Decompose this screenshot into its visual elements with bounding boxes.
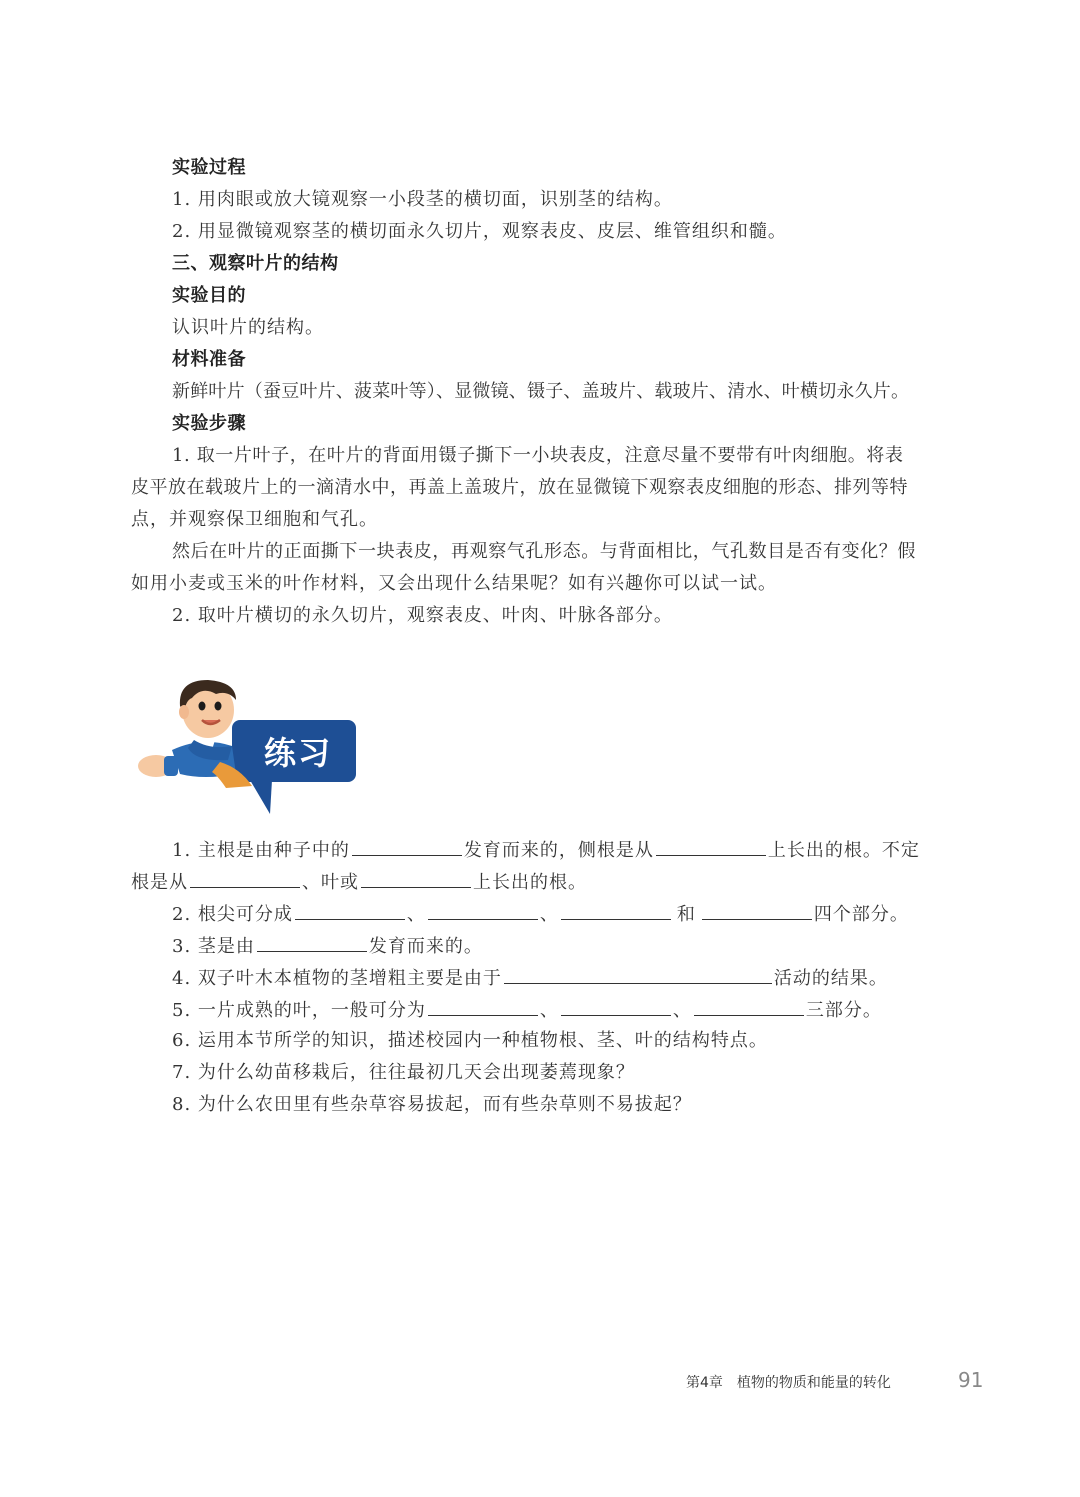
- leaf-step-1-line-3: 点，并观察保卫细胞和气孔。: [131, 509, 378, 530]
- chapter-number: 第4章: [686, 1375, 723, 1391]
- leaf-step-1-line-1: 1. 取一片叶子，在叶片的背面用镊子撕下一小块表皮，注意尽量不要带有叶肉细胞。将表: [172, 445, 904, 466]
- answer-blank[interactable]: [702, 897, 812, 920]
- leaf-step-1-line-2: 皮平放在载玻片上的一滴清水中，再盖上盖玻片，放在显微镜下观察表皮细胞的形态、排列等特: [131, 477, 908, 498]
- question-6: 6. 运用本节所学的知识，描述校园内一种植物根、茎、叶的结构特点。: [172, 1030, 768, 1051]
- purpose-text: 认识叶片的结构。: [172, 317, 324, 338]
- materials-heading: 材料准备: [172, 349, 246, 370]
- answer-blank[interactable]: [361, 865, 471, 888]
- process-step-1: 1. 用肉眼或放大镜观察一小段茎的横切面，识别茎的结构。: [172, 189, 673, 210]
- question-5: 5. 一片成熟的叶，一般可分为 、 、 三部分。: [172, 993, 882, 1027]
- leaf-step-1-para-2-line-2: 如用小麦或玉米的叶作材料，又会出现什么结果呢？如有兴趣你可以试一试。: [131, 573, 777, 594]
- question-1-line-2: 根是从 、叶或 上长出的根。: [131, 865, 587, 899]
- footer-chapter: [686, 1372, 891, 1392]
- answer-blank[interactable]: [504, 961, 772, 984]
- question-1-line-1: 1. 主根是由种子中的 发育而来的，侧根是从 上长出的根。不定: [172, 833, 920, 867]
- chapter-title: 植物的物质和能量的转化: [736, 1375, 891, 1391]
- answer-blank[interactable]: [352, 833, 462, 856]
- steps-heading: 实验步骤: [172, 413, 246, 434]
- section-3-title: 三、观察叶片的结构: [172, 253, 339, 274]
- question-3: 3. 茎是由 发育而来的。: [172, 929, 483, 963]
- question-7: 7. 为什么幼苗移栽后，往往最初几天会出现萎蔫现象？: [172, 1062, 635, 1083]
- answer-blank[interactable]: [561, 897, 671, 920]
- answer-blank[interactable]: [257, 929, 367, 952]
- page-number: 91: [958, 1368, 984, 1392]
- leaf-step-1-para-2-line-1: 然后在叶片的正面撕下一块表皮，再观察气孔形态。与背面相比，气孔数目是否有变化？假: [172, 541, 916, 562]
- practice-badge-label: 练习: [264, 734, 333, 772]
- answer-blank[interactable]: [428, 993, 538, 1016]
- answer-blank[interactable]: [295, 897, 405, 920]
- answer-blank[interactable]: [428, 897, 538, 920]
- question-4: 4. 双子叶木本植物的茎增粗主要是由于 活动的结果。: [172, 961, 888, 995]
- answer-blank[interactable]: [694, 993, 804, 1016]
- purpose-heading: 实验目的: [172, 285, 246, 306]
- answer-blank[interactable]: [561, 993, 671, 1016]
- leaf-step-2: 2. 取叶片横切的永久切片，观察表皮、叶肉、叶脉各部分。: [172, 605, 673, 626]
- experiment-process-heading: 实验过程: [172, 157, 246, 178]
- answer-blank[interactable]: [656, 833, 766, 856]
- question-8: 8. 为什么农田里有些杂草容易拔起，而有些杂草则不易拔起？: [172, 1094, 692, 1115]
- materials-text: 新鲜叶片（蚕豆叶片、菠菜叶等）、显微镜、镊子、盖玻片、载玻片、清水、叶横切永久片。: [172, 381, 910, 402]
- process-step-2: 2. 用显微镜观察茎的横切面永久切片，观察表皮、皮层、维管组织和髓。: [172, 221, 787, 242]
- answer-blank[interactable]: [190, 865, 300, 888]
- question-2: 2. 根尖可分成 、 、 和 四个部分。: [172, 897, 909, 931]
